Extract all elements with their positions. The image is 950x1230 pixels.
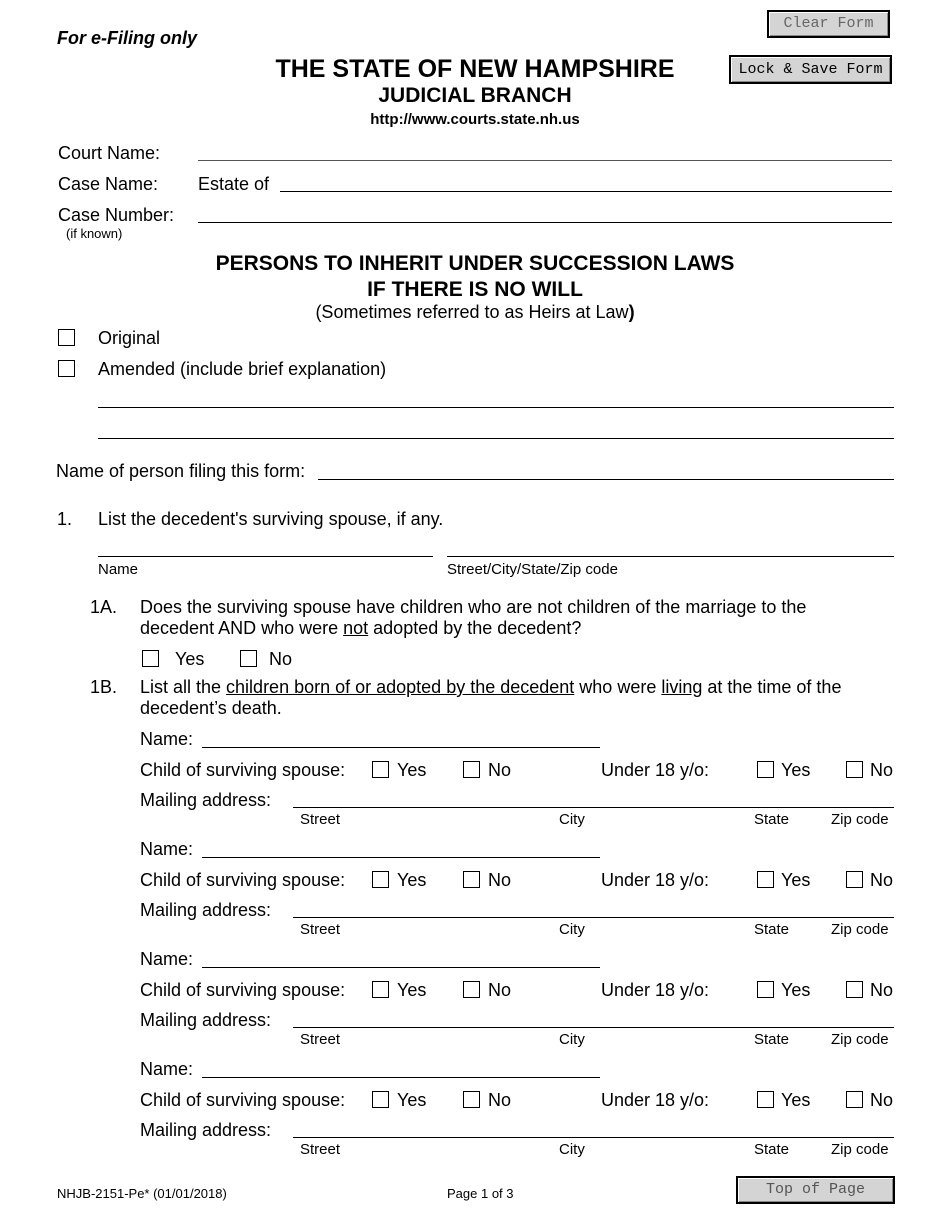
q1b-t5: at the time of the (702, 677, 842, 697)
case-number-field[interactable] (198, 222, 892, 223)
q1a-yes-checkbox[interactable] (142, 650, 159, 667)
child-name-field[interactable] (202, 967, 600, 968)
if-known-note: (if known) (66, 226, 123, 241)
child-of-spouse-yes-checkbox[interactable] (372, 1091, 389, 1108)
under-18-yes-label: Yes (781, 760, 811, 780)
child-of-spouse-no-label: No (488, 980, 512, 1000)
under-18-label: Under 18 y/o: (601, 760, 710, 780)
under-18-no-label: No (870, 870, 894, 890)
q1b-line1 (140, 677, 841, 698)
page-number: Page 1 of 3 (447, 1186, 514, 1201)
q1b-line2: decedent’s death. (140, 698, 282, 718)
q1a-yes-label: Yes (175, 649, 205, 669)
child-of-spouse-no-checkbox[interactable] (463, 981, 480, 998)
city-caption: City (559, 811, 585, 828)
child-of-spouse-no-checkbox[interactable] (463, 1091, 480, 1108)
form-title-line2: IF THERE IS NO WILL (367, 278, 583, 301)
child-of-spouse-yes-checkbox[interactable] (372, 871, 389, 888)
lock-save-form-button[interactable]: Lock & Save Form (729, 55, 892, 84)
mailing-address-label: Mailing address: (140, 790, 272, 810)
under-18-yes-label: Yes (781, 1090, 811, 1110)
spouse-address-field[interactable] (447, 556, 894, 557)
q1a-number: 1A. (90, 597, 118, 617)
child-of-spouse-no-label: No (488, 870, 512, 890)
filer-name-label: Name of person filing this form: (56, 461, 306, 481)
under-18-no-checkbox[interactable] (846, 981, 863, 998)
child-name-field[interactable] (202, 1077, 600, 1078)
under-18-no-checkbox[interactable] (846, 1091, 863, 1108)
child-of-spouse-label: Child of surviving spouse: (140, 980, 346, 1000)
state-caption: State (754, 921, 790, 938)
under-18-yes-label: Yes (781, 870, 811, 890)
child-name-label: Name: (140, 729, 194, 749)
state-caption: State (754, 1141, 790, 1158)
branch-heading: JUDICIAL BRANCH (378, 84, 572, 107)
under-18-no-label: No (870, 980, 894, 1000)
child-of-spouse-no-label: No (488, 760, 512, 780)
original-checkbox[interactable] (58, 329, 75, 346)
under-18-no-label: No (870, 760, 894, 780)
under-18-yes-label: Yes (781, 980, 811, 1000)
city-caption: City (559, 1141, 585, 1158)
form-id: NHJB-2151-Pe* (01/01/2018) (57, 1186, 227, 1201)
child-of-spouse-no-checkbox[interactable] (463, 871, 480, 888)
q1b-number: 1B. (90, 677, 118, 697)
case-name-field[interactable] (280, 191, 892, 192)
street-caption: Street (300, 1031, 341, 1048)
q1a-no-label: No (269, 649, 293, 669)
form-subtitle (0, 302, 950, 323)
zip-caption: Zip code (831, 1141, 889, 1158)
q1a-line1: Does the surviving spouse have children who are not children of the marriage to the (140, 597, 807, 617)
child-name-label: Name: (140, 949, 194, 969)
form-subtitle-text: (Sometimes referred to as Heirs at Law (315, 302, 629, 322)
child-of-spouse-yes-label: Yes (397, 760, 427, 780)
form-subtitle-close: ) (628, 302, 635, 322)
filer-name-field[interactable] (318, 479, 894, 480)
efiling-note: For e-Filing only (57, 28, 197, 48)
estate-of-label: Estate of (198, 174, 270, 194)
child-of-spouse-yes-label: Yes (397, 1090, 427, 1110)
city-caption: City (559, 921, 585, 938)
q1a-line2-not: not (343, 618, 369, 638)
child-of-spouse-no-checkbox[interactable] (463, 761, 480, 778)
amended-checkbox[interactable] (58, 360, 75, 377)
case-number-label: Case Number: (58, 205, 175, 225)
q1b-t4: living (661, 677, 703, 697)
under-18-label: Under 18 y/o: (601, 870, 710, 890)
mailing-address-field[interactable] (293, 1137, 894, 1138)
spouse-name-field[interactable] (98, 556, 433, 557)
original-label: Original (98, 328, 161, 348)
child-name-label: Name: (140, 1059, 194, 1079)
mailing-address-label: Mailing address: (140, 1120, 272, 1140)
child-name-field[interactable] (202, 747, 600, 748)
q1-text: List the decedent's surviving spouse, if any. (98, 509, 444, 529)
court-url: http://www.courts.state.nh.us (370, 111, 580, 128)
zip-caption: Zip code (831, 1031, 889, 1048)
q1a-line2 (140, 618, 581, 639)
zip-caption: Zip code (831, 811, 889, 828)
mailing-address-field[interactable] (293, 917, 894, 918)
child-of-spouse-yes-checkbox[interactable] (372, 981, 389, 998)
child-of-spouse-label: Child of surviving spouse: (140, 1090, 346, 1110)
q1b-t1: List all the (140, 677, 227, 697)
child-of-spouse-no-label: No (488, 1090, 512, 1110)
child-name-label: Name: (140, 839, 194, 859)
zip-caption: Zip code (831, 921, 889, 938)
spouse-name-caption: Name (98, 561, 139, 578)
child-of-spouse-label: Child of surviving spouse: (140, 870, 346, 890)
q1a-no-checkbox[interactable] (240, 650, 257, 667)
mailing-address-label: Mailing address: (140, 900, 272, 920)
clear-form-button[interactable]: Clear Form (767, 10, 890, 38)
child-of-spouse-yes-label: Yes (397, 870, 427, 890)
mailing-address-field[interactable] (293, 807, 894, 808)
mailing-address-field[interactable] (293, 1027, 894, 1028)
q1a-line2-pre: decedent AND who were (140, 618, 344, 638)
under-18-yes-checkbox[interactable] (757, 1091, 774, 1108)
street-caption: Street (300, 1141, 341, 1158)
amended-explanation-line-1[interactable] (98, 407, 894, 408)
under-18-no-checkbox[interactable] (846, 761, 863, 778)
street-caption: Street (300, 921, 341, 938)
under-18-no-label: No (870, 1090, 894, 1110)
under-18-label: Under 18 y/o: (601, 1090, 710, 1110)
street-caption: Street (300, 811, 341, 828)
child-of-spouse-yes-checkbox[interactable] (372, 761, 389, 778)
mailing-address-label: Mailing address: (140, 1010, 272, 1030)
state-caption: State (754, 811, 790, 828)
amended-label: Amended (include brief explanation) (98, 359, 387, 379)
amended-explanation-line-2[interactable] (98, 438, 894, 439)
spouse-address-caption: Street/City/State/Zip code (447, 561, 618, 578)
child-of-spouse-label: Child of surviving spouse: (140, 760, 346, 780)
state-caption: State (754, 1031, 790, 1048)
court-name-field[interactable] (198, 160, 892, 161)
under-18-yes-checkbox[interactable] (757, 871, 774, 888)
q1a-line2-post: adopted by the decedent? (368, 618, 582, 638)
child-of-spouse-yes-label: Yes (397, 980, 427, 1000)
under-18-yes-checkbox[interactable] (757, 981, 774, 998)
city-caption: City (559, 1031, 585, 1048)
q1-number: 1. (57, 509, 73, 529)
case-name-label: Case Name: (58, 174, 159, 194)
top-of-page-button[interactable]: Top of Page (736, 1176, 895, 1204)
under-18-no-checkbox[interactable] (846, 871, 863, 888)
form-title-line1: PERSONS TO INHERIT UNDER SUCCESSION LAWS (215, 252, 735, 275)
q1b-t2: children born of or adopted by the decedent (226, 677, 575, 697)
under-18-yes-checkbox[interactable] (757, 761, 774, 778)
q1b-t3: who were (574, 677, 662, 697)
court-name-label: Court Name: (58, 143, 161, 163)
child-name-field[interactable] (202, 857, 600, 858)
state-heading: THE STATE OF NEW HAMPSHIRE (275, 55, 675, 83)
under-18-label: Under 18 y/o: (601, 980, 710, 1000)
